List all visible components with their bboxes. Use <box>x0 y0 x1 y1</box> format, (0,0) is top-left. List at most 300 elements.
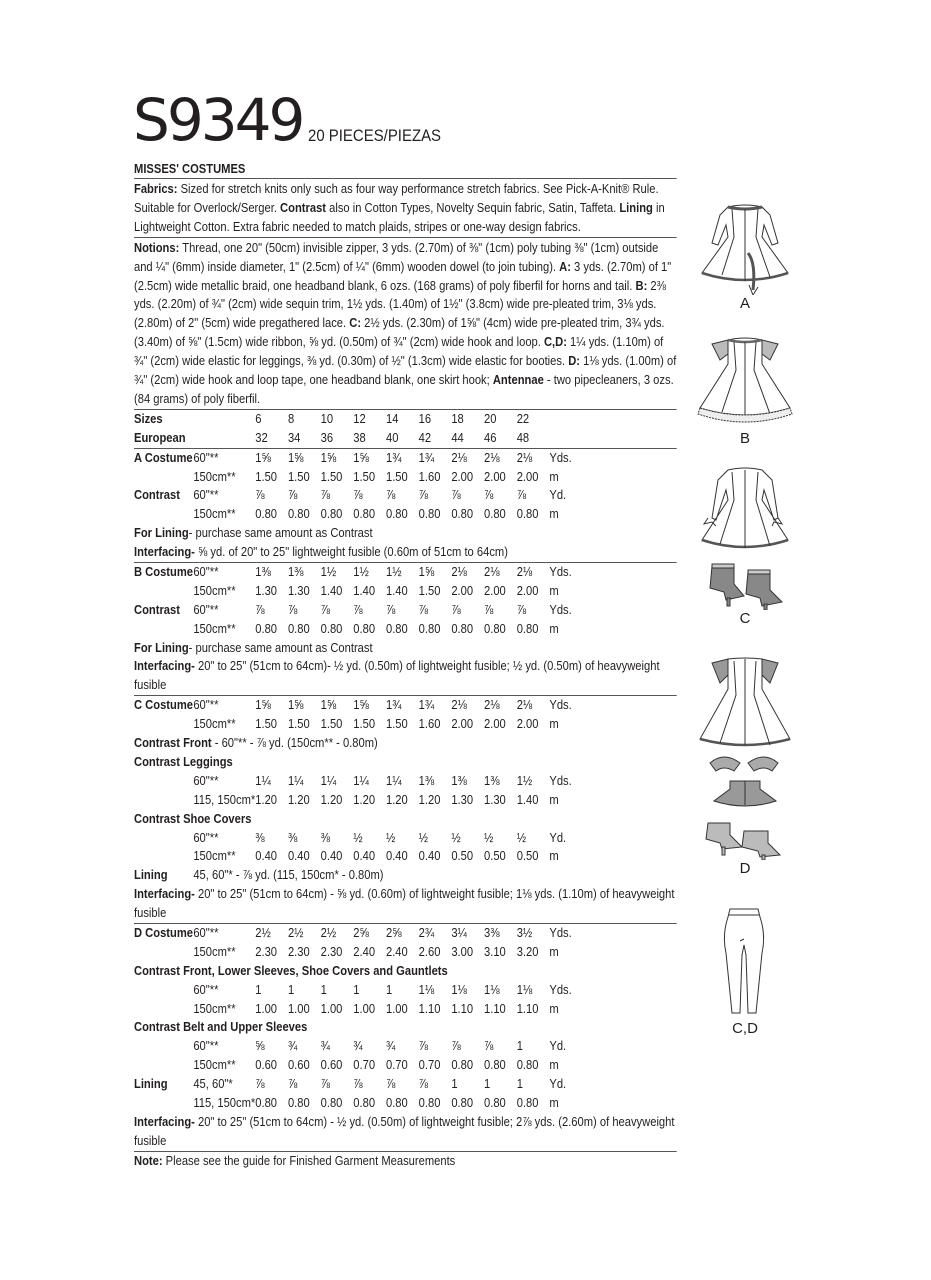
yardage-cell: 0.40 <box>287 848 310 864</box>
yardage-cell: ½ <box>418 829 428 845</box>
yardage-cell: 2½ <box>287 924 304 940</box>
row-label <box>134 829 193 848</box>
row-label <box>134 791 193 810</box>
shoe-covers-c <box>710 564 782 610</box>
yardage-cell: 0.80 <box>353 506 376 522</box>
unit: m <box>549 791 559 807</box>
fabric-width: 60"** <box>193 449 219 465</box>
yardage-cell: 2⅛ <box>451 449 467 465</box>
yardage-cell: 0.60 <box>287 1057 310 1073</box>
yardage-cell: 1⅝ <box>287 697 304 713</box>
yardage-cell: 1 <box>516 1038 523 1054</box>
view-d-label: D <box>739 860 751 877</box>
dress-c-drawing <box>690 460 800 610</box>
yardage-cell: 1.00 <box>353 1000 376 1016</box>
row-label <box>134 468 193 487</box>
section-d-interfacing: Interfacing- 20" to 25" (51cm to 64cm) - ½ yd. (0.50m) of lightweight fusible; 2⅞ yds. (2.60m) of heavyweight fusible <box>134 1113 675 1148</box>
row-label: C Costume <box>134 697 194 713</box>
yardage-cell: 0.80 <box>516 620 539 636</box>
yardage-cell: ⅞ <box>255 1076 265 1092</box>
yardage-cell: 0.80 <box>385 1095 408 1110</box>
section-d-table <box>134 924 677 962</box>
yardage-cell: 1⅝ <box>353 697 369 713</box>
yardage-cell: 0.80 <box>484 506 506 522</box>
yardage-cell: ⅞ <box>418 1038 428 1054</box>
yardage-cell: ⅞ <box>255 487 265 503</box>
yardage-cell: 1⅛ <box>484 981 500 997</box>
section-a-lining: For Lining- purchase same amount as Contrast <box>134 525 373 541</box>
yardage-cell: 1⅜ <box>484 772 500 788</box>
yardage-cell: ⅞ <box>418 1076 428 1092</box>
unit: m <box>549 943 559 959</box>
piece-count: 20 PIECES/PIEZAS <box>308 126 442 145</box>
fabric-width: 60"** <box>193 487 219 503</box>
yardage-cell: 0.40 <box>320 848 343 864</box>
row-label <box>134 1056 193 1075</box>
yardage-cell: 2⅛ <box>516 697 533 713</box>
yardage-cell: ⅞ <box>385 601 396 617</box>
sizes-header: Sizes 6 8 10 12 14 16 18 20 22 European 32 34 36 38 40 42 44 46 48 <box>134 410 530 445</box>
yardage-cell: 1⅝ <box>353 449 369 465</box>
yardage-cell: 1.40 <box>320 582 343 598</box>
row-label: Lining <box>134 1076 168 1092</box>
yardage-cell: 0.80 <box>320 506 343 522</box>
yardage-cell: 2.30 <box>287 943 310 959</box>
fabric-width: 150cm** <box>193 943 236 959</box>
yardage-cell: 0.70 <box>385 1057 408 1073</box>
fabric-width: 150cm** <box>193 1057 236 1073</box>
yardage-cell: 3.00 <box>451 943 474 959</box>
unit: Yd. <box>549 1076 567 1092</box>
yardage-cell: 1.50 <box>287 468 310 484</box>
yardage-cell: 0.80 <box>255 506 278 522</box>
section-a-table <box>134 449 677 525</box>
yardage-cell: 1⅜ <box>418 772 435 788</box>
fabric-width: 60"** <box>193 772 219 788</box>
yardage-cell: 0.60 <box>320 1057 343 1073</box>
yardage-cell: 1¼ <box>320 772 337 788</box>
yardage-cell: ⅞ <box>255 601 265 617</box>
yardage-cell: 1⅝ <box>320 449 337 465</box>
yardage-cell: 1.00 <box>385 1000 408 1016</box>
section-d-belt-table <box>134 1037 677 1075</box>
yardage-cell: 0.80 <box>418 506 441 522</box>
yardage-cell: ¾ <box>385 1038 396 1054</box>
yardage-cell: 3.20 <box>516 943 539 959</box>
yardage-cell: 0.80 <box>451 1095 474 1110</box>
yardage-cell: 1.50 <box>385 468 408 484</box>
yardage-cell: 3¼ <box>451 924 467 940</box>
yardage-cell: ⅞ <box>418 487 428 503</box>
yardage-cell: 3⅜ <box>484 924 500 940</box>
row-label <box>134 943 193 962</box>
yardage-cell: 2⅛ <box>516 564 533 579</box>
yardage-cell: 0.50 <box>451 848 474 864</box>
yardage-cell: 3.10 <box>484 943 506 959</box>
pattern-number: S9349 <box>133 86 303 154</box>
yardage-cell: 0.80 <box>255 620 278 636</box>
yardage-cell: 1⅝ <box>255 697 271 713</box>
yardage-cell: 2.30 <box>320 943 343 959</box>
illustration-b <box>690 330 800 447</box>
yardage-cell: ⅞ <box>516 601 527 617</box>
fabric-width: 150cm** <box>193 506 236 522</box>
page-title: MISSES' COSTUMES <box>134 161 246 176</box>
notions-paragraph: Notions: Thread, one 20" (50cm) invisible zipper, 3 yds. (2.70m) of ⅜" (1cm) poly tubing ⅜" (1cm) outside and ¼" (6mm) inside diameter, 1" (2.5cm) of ¼" (6mm) wooden dowel (to join tubing). A: 3 yds. (2.70m) of 1" (2.5cm) wide metallic braid, one headband blank, 6 ozs. (168 grams) of poly fiberfil for horns and tail. B: 2⅜ yds. (2.20m) of ¾" (2cm) wide sequin trim, 1½ yds. (1.40m) of 1½" (3.8cm) wide pre-pleated trim, 3⅛ yds. (2.80m) of 2" (5cm) wide pregathered lace. C: 2½ yds. (2.30m) of 1⅝" (4cm) wide pre-pleated trim, 3¾ yds. (3.40m) of ⅝" (1.5cm) wide ribbon, ⅝ yd. (0.50m) of ¾" (2cm) wide hook and loop. C,D: 1¼ yds. (1.10m) of ¾" (2cm) wide elastic for leggings, ⅜ yd. (0.30m) of ½" (1.3cm) wide elastic for booties. D: 1⅛ yds. (1.00m) of ¾" (2cm) wide hook and loop tape, one headband blank, one skirt hook; Antennae - two pipecleaners, 3 ozs. (84 grams) of poly fiberfil. <box>134 239 677 406</box>
yardage-cell: 1.60 <box>418 716 441 732</box>
fabric-width: 60"** <box>193 1038 219 1054</box>
yardage-cell: 0.80 <box>484 620 506 636</box>
yardage-cell: 0.80 <box>418 1095 441 1110</box>
yardage-cell: 1.00 <box>320 1000 343 1016</box>
yardage-cell: 1⅛ <box>451 981 467 997</box>
yardage-cell: 0.80 <box>516 506 539 522</box>
unit: Yd. <box>549 829 567 845</box>
yardage-cell: 1⅝ <box>320 697 337 713</box>
yardage-cell: 1 <box>516 1076 523 1092</box>
yardage-cell: ⅞ <box>353 487 363 503</box>
yardage-cell: 1¼ <box>385 772 402 788</box>
yardage-cell: ⅞ <box>385 487 396 503</box>
yardage-cell: 1.10 <box>418 1000 441 1016</box>
unit: m <box>549 582 559 598</box>
yardage-cell: 1 <box>353 981 360 997</box>
yardage-cell: 1.40 <box>385 582 408 598</box>
yardage-cell: 1¾ <box>385 697 402 713</box>
yardage-cell: ⅜ <box>287 829 298 845</box>
fabric-width: 60"** <box>193 564 219 579</box>
yardage-cell: 1.50 <box>320 468 343 484</box>
section-c-interfacing: Interfacing- 20" to 25" (51cm to 64cm) - ⅝ yd. (0.60m) of lightweight fusible; 1⅛ yds. (1.10m) of heavyweight fusible <box>134 886 675 921</box>
view-c-label: C <box>739 610 751 627</box>
yardage-cell: 2.00 <box>516 468 539 484</box>
yardage-cell: 1⅛ <box>418 981 435 997</box>
yardage-cell: 2⅝ <box>385 924 402 940</box>
dress-a-drawing <box>690 195 800 295</box>
row-label <box>134 582 193 601</box>
yardage-cell: 1 <box>320 981 327 997</box>
yardage-cell: 1.30 <box>287 582 310 598</box>
yardage-cell: 0.80 <box>418 620 441 636</box>
yardage-cell: 0.80 <box>287 1095 310 1110</box>
yardage-cell: ¾ <box>353 1038 363 1054</box>
yardage-cell: 1½ <box>385 564 402 579</box>
section-c-shoe-table <box>134 829 677 867</box>
yardage-cell: 1.10 <box>516 1000 539 1016</box>
yardage-cell: 1.30 <box>484 791 506 807</box>
yardage-cell: 1.60 <box>418 468 441 484</box>
yardage-cell: 1.20 <box>385 791 408 807</box>
yardage-cell: 2.00 <box>451 582 474 598</box>
yardage-cell: 1⅝ <box>287 449 304 465</box>
unit: Yds. <box>549 449 572 465</box>
leggings-drawing <box>690 905 800 1020</box>
gauntlets-d <box>710 757 778 771</box>
yardage-cell: 0.70 <box>353 1057 376 1073</box>
yardage-cell: ⅞ <box>353 601 363 617</box>
section-d-lining-table <box>134 1075 677 1113</box>
yardage-cell: 1 <box>451 1076 458 1092</box>
yardage-cell: 2⅛ <box>484 697 500 713</box>
view-b-label: B <box>739 430 750 447</box>
unit: m <box>549 1000 559 1016</box>
yardage-cell: ½ <box>516 829 527 845</box>
yardage-cell: 1⅝ <box>418 564 435 579</box>
yardage-cell: ⅞ <box>451 1038 461 1054</box>
yardage-cell: 0.80 <box>353 620 376 636</box>
yardage-cell: 0.80 <box>287 620 310 636</box>
yardage-cell: 2.40 <box>353 943 376 959</box>
illustration-c <box>690 460 800 627</box>
yardage-cell: 2⅝ <box>353 924 369 940</box>
yardage-cell: 0.70 <box>418 1057 441 1073</box>
yardage-cell: 1.50 <box>385 716 408 732</box>
yardage-cell: ⅞ <box>287 487 298 503</box>
yardage-cell: 0.80 <box>320 620 343 636</box>
yardage-cell: ⅝ <box>255 1038 265 1054</box>
yardage-cell: 0.40 <box>418 848 441 864</box>
fabric-width: 150cm** <box>193 620 236 636</box>
section-a-interfacing: Interfacing- ⅝ yd. of 20" to 25" lightweight fusible (0.60m of 51cm to 64cm) <box>134 544 508 560</box>
illustration-a <box>690 195 800 312</box>
yardage-cell: 0.60 <box>255 1057 278 1073</box>
yardage-cell: 2.30 <box>255 943 278 959</box>
yardage-cell: 0.80 <box>516 1057 539 1073</box>
yardage-cell: 2.00 <box>484 468 506 484</box>
yardage-cell: 0.80 <box>484 1095 506 1110</box>
yardage-cell: 2⅛ <box>516 449 533 465</box>
yardage-cell: 1.20 <box>353 791 376 807</box>
row-label <box>134 847 193 866</box>
yardage-cell: 0.50 <box>516 848 539 864</box>
row-label: D Costume <box>134 924 194 940</box>
yardage-cell: 2½ <box>255 924 271 940</box>
belt-d <box>714 781 776 806</box>
yardage-cell: ⅞ <box>287 601 298 617</box>
yardage-cell: 0.40 <box>353 848 376 864</box>
fabric-width: 150cm** <box>193 468 236 484</box>
dress-b-drawing <box>690 330 800 430</box>
row-label <box>134 981 193 1000</box>
yardage-cell: 2⅛ <box>451 564 467 579</box>
shoe-covers-d <box>706 823 780 860</box>
fabric-width: 115, 150cm* <box>193 791 256 807</box>
section-b-interfacing: Interfacing- 20" to 25" (51cm to 64cm)- ½ yd. (0.50m) of lightweight fusible; ½ yd. (0.50m) of heavyweight fusible <box>134 658 660 693</box>
row-label <box>134 1000 193 1019</box>
unit: Yd. <box>549 487 567 503</box>
unit: Yds. <box>549 924 572 940</box>
yardage-cell: 0.80 <box>255 1095 278 1110</box>
section-d-belt-label: Contrast Belt and Upper Sleeves <box>134 1019 308 1035</box>
section-b-lining: For Lining- purchase same amount as Contrast <box>134 639 373 655</box>
yardage-cell: 1.30 <box>255 582 278 598</box>
yardage-cell: 0.80 <box>516 1095 539 1110</box>
unit: m <box>549 506 559 522</box>
unit: m <box>549 716 559 732</box>
yardage-cell: 3½ <box>516 924 533 940</box>
yardage-cell: 1.40 <box>353 582 376 598</box>
yardage-cell: ⅞ <box>484 601 494 617</box>
yardage-cell: 0.50 <box>484 848 506 864</box>
yardage-cell: 0.80 <box>385 620 408 636</box>
header <box>133 88 460 152</box>
yardage-cell: 2½ <box>320 924 337 940</box>
unit: m <box>549 1095 559 1110</box>
row-label <box>134 772 193 791</box>
yardage-cell: 1.10 <box>451 1000 474 1016</box>
unit: Yds. <box>549 772 572 788</box>
yardage-cell: ½ <box>451 829 461 845</box>
section-c-shoe-label: Contrast Shoe Covers <box>134 810 252 826</box>
yardage-cell: ⅞ <box>320 601 330 617</box>
yardage-cell: 2.60 <box>418 943 441 959</box>
yardage-cell: ½ <box>484 829 494 845</box>
unit: m <box>549 848 559 864</box>
yardage-cell: ⅞ <box>484 1038 494 1054</box>
illustration-d <box>690 655 800 877</box>
yardage-cell: 2.00 <box>451 716 474 732</box>
fabric-width: 60"** <box>193 829 219 845</box>
yardage-cell: 2⅛ <box>484 564 500 579</box>
yardage-cell: 2¾ <box>418 924 435 940</box>
fabrics-paragraph: Fabrics: Sized for stretch knits only such as four way performance stretch fabrics. See Pick-A-Knit® Rule. Suitable for Overlock/Serger. Contrast also in Cotton Types, Novelty Sequin fabric, Satin, Taffeta. Lining in Lightweight Cotton. Extra fabric needed to match plaids, stripes or one-way design fabrics. <box>134 181 665 234</box>
yardage-cell: ⅞ <box>320 1076 330 1092</box>
yardage-cell: 0.40 <box>385 848 408 864</box>
yardage-cell: 1 <box>287 981 295 997</box>
yardage-cell: 1 <box>385 981 393 997</box>
yardage-cell: 0.40 <box>255 848 278 864</box>
yardage-cell: ¾ <box>320 1038 330 1054</box>
yardage-cell: 1¼ <box>353 772 369 788</box>
fabric-width: 150cm** <box>193 582 236 598</box>
yardage-cell: ⅜ <box>320 829 330 845</box>
yardage-cell: 1⅝ <box>255 449 271 465</box>
yardage-cell: ½ <box>353 829 363 845</box>
row-label <box>134 1037 193 1056</box>
yardage-cell: ⅞ <box>418 601 428 617</box>
yardage-cell: 1⅜ <box>451 772 467 788</box>
fabric-width: 60"** <box>193 601 219 617</box>
yardage-cell: 1.20 <box>255 791 278 807</box>
yardage-cell: 2.40 <box>385 943 408 959</box>
yardage-cell: 1.20 <box>320 791 343 807</box>
yardage-cell: 1.50 <box>320 716 343 732</box>
yardage-cell: ⅞ <box>320 487 330 503</box>
yardage-cell: 2.00 <box>484 716 506 732</box>
yardage-cell: ½ <box>385 829 396 845</box>
row-label <box>134 715 193 734</box>
row-label: Contrast <box>134 601 180 617</box>
row-label: Contrast <box>134 487 180 503</box>
row-label <box>134 620 193 639</box>
row-label: A Costume <box>134 449 193 465</box>
yardage-cell: 1¼ <box>287 772 304 788</box>
section-b-table <box>134 563 677 639</box>
yardage-cell: 1¼ <box>255 772 271 788</box>
yardage-cell: 1 <box>484 1076 491 1092</box>
view-a-label: A <box>739 295 750 312</box>
yardage-cell: ⅜ <box>255 829 265 845</box>
yardage-cell: 0.80 <box>484 1057 506 1073</box>
yardage-cell: 1½ <box>516 772 533 788</box>
yardage-cell: 0.80 <box>451 1057 474 1073</box>
dress-d-drawing <box>690 655 800 860</box>
yardage-cell: ¾ <box>287 1038 298 1054</box>
row-label <box>134 505 193 524</box>
yardage-cell: ⅞ <box>287 1076 298 1092</box>
yardage-cell: 1½ <box>320 564 337 579</box>
unit: m <box>549 468 559 484</box>
yardage-cell: 1.30 <box>451 791 474 807</box>
unit: Yds. <box>549 697 572 713</box>
yardage-cell: ⅞ <box>451 487 461 503</box>
fabric-width: 60"** <box>193 924 219 940</box>
row-label <box>134 1094 193 1113</box>
unit: Yds. <box>549 981 572 997</box>
yardage-cell: 0.80 <box>353 1095 376 1110</box>
illustration-cd <box>690 905 800 1037</box>
yardage-cell: 1¾ <box>418 697 435 713</box>
fabric-width: 115, 150cm* <box>193 1095 256 1110</box>
section-c-leggings-label: Contrast Leggings <box>134 753 233 769</box>
yardage-cell: 1½ <box>353 564 369 579</box>
yardage-cell: 1.50 <box>287 716 310 732</box>
yardage-cell: 0.80 <box>385 506 408 522</box>
fabric-width: 150cm** <box>193 1000 236 1016</box>
section-c-lining: Lining 45, 60"* - ⅞ yd. (115, 150cm* - 0.80m) <box>134 867 384 883</box>
fabric-width: 45, 60"* <box>193 1076 233 1092</box>
unit: Yd. <box>549 1038 567 1054</box>
yardage-cell: ⅞ <box>451 601 461 617</box>
fabric-width: 60"** <box>193 697 219 713</box>
yardage-cell: 1.00 <box>255 1000 278 1016</box>
yardage-cell: 1.10 <box>484 1000 506 1016</box>
yardage-cell: ⅞ <box>484 487 494 503</box>
unit: m <box>549 1057 559 1073</box>
yardage-cell: 1⅜ <box>255 564 271 579</box>
yardage-cell: 1.50 <box>353 468 376 484</box>
yardage-cell: 0.80 <box>451 506 474 522</box>
yardage-cell: 1⅜ <box>287 564 304 579</box>
yardage-cell: 1.50 <box>255 468 278 484</box>
yardage-cell: 0.80 <box>287 506 310 522</box>
section-c-table <box>134 696 677 734</box>
section-d-front-table <box>134 981 677 1019</box>
yardage-cell: 1.50 <box>418 582 441 598</box>
yardage-cell: 1.50 <box>255 716 278 732</box>
unit: Yds. <box>549 601 572 617</box>
yardage-cell: 1.20 <box>287 791 310 807</box>
yardage-cell: 1.50 <box>353 716 376 732</box>
yardage-cell: 2.00 <box>451 468 474 484</box>
yardage-cell: 2.00 <box>484 582 506 598</box>
section-c-contrast-front: Contrast Front - 60"** - ⅞ yd. (150cm** - 0.80m) <box>134 735 378 751</box>
fabric-width: 150cm** <box>193 716 236 732</box>
row-label: B Costume <box>134 564 194 579</box>
yardage-cell: 1 <box>255 981 262 997</box>
section-d-front-label: Contrast Front, Lower Sleeves, Shoe Covers and Gauntlets <box>134 962 448 978</box>
yardage-cell: 0.80 <box>451 620 474 636</box>
yardage-cell: 2⅛ <box>484 449 500 465</box>
note: Note: Please see the guide for Finished Garment Measurements <box>134 1152 456 1168</box>
yardage-cell: 2.00 <box>516 582 539 598</box>
yardage-cell: 2.00 <box>516 716 539 732</box>
yardage-cell: 1.40 <box>516 791 539 807</box>
yardage-cell: 1¾ <box>418 449 435 465</box>
yardage-cell: 2⅛ <box>451 697 467 713</box>
yardage-cell: 1¾ <box>385 449 402 465</box>
yardage-cell: ⅞ <box>516 487 527 503</box>
